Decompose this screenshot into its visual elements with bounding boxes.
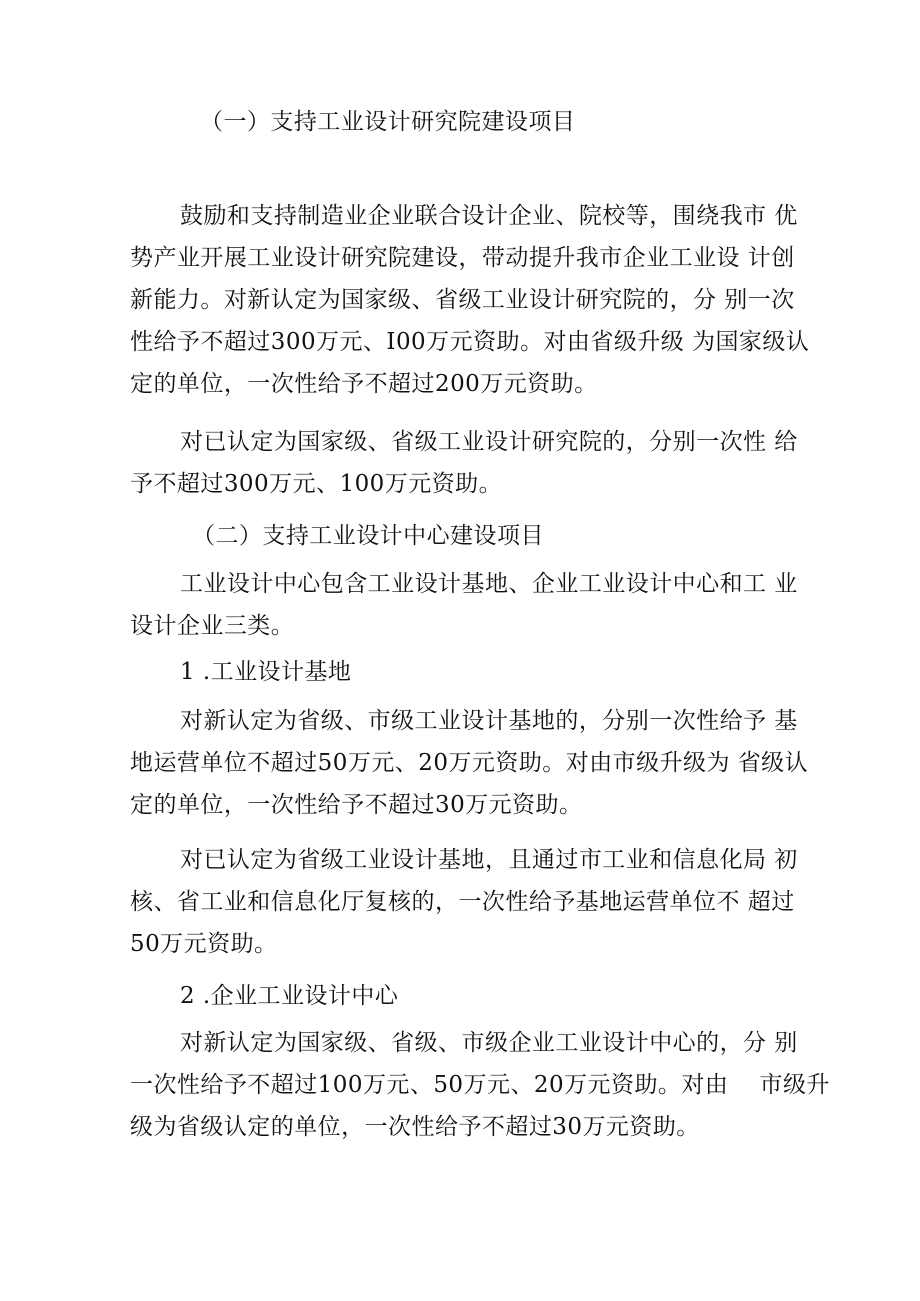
paragraph-3-line-1: 工业设计中心包含工业设计基地、企业工业设计中心和工 业 [180,571,798,597]
paragraph-1-line-2: 势产业开展工业设计研究院建设，带动提升我市企业工业设 计创 [130,245,795,271]
paragraph-3-line-2: 设计企业三类。 [130,613,295,639]
subsection-heading-2: 2 .企业工业设计中心 [180,983,399,1009]
paragraph-4-line-2: 地运营单位不超过50万元、20万元资助。对由市级升级为 省级认 [130,750,809,776]
section-heading-1: （一）支持工业设计研究院建设项目 [200,109,576,135]
paragraph-2-line-2: 予不超过300万元、100万元资助。 [130,471,503,497]
paragraph-2-line-1: 对已认定为国家级、省级工业设计研究院的，分别一次性 给 [180,429,798,455]
paragraph-1-line-1: 鼓励和支持制造业企业联合设计企业、院校等，围绕我市 优 [180,203,798,229]
paragraph-1-line-3: 新能力。对新认定为国家级、省级工业设计研究院的，分 别一次 [130,287,795,313]
paragraph-6-line-2: 一次性给予不超过100万元、50万元、20万元资助。对由 市级升 [130,1072,830,1098]
paragraph-1-line-4: 性给予不超过300万元、I00万元资助。对由省级升级 为国家级认 [130,329,810,355]
paragraph-4-line-3: 定的单位，一次性给予不超过30万元资助。 [130,792,583,818]
section-heading-2: （二）支持工业设计中心建设项目 [192,523,544,549]
paragraph-5-line-3: 50万元资助。 [130,931,278,957]
paragraph-4-line-1: 对新认定为省级、市级工业设计基地的，分别一次性给予 基 [180,708,798,734]
paragraph-5-line-2: 核、省工业和信息化厅复核的，一次性给予基地运营单位不 超过 [130,889,795,915]
paragraph-5-line-1: 对已认定为省级工业设计基地，且通过市工业和信息化局 初 [180,847,798,873]
paragraph-1-line-5: 定的单位，一次性给予不超过200万元资助。 [130,371,598,397]
paragraph-6-line-1: 对新认定为国家级、省级、市级企业工业设计中心的，分 别 [180,1030,798,1056]
paragraph-6-line-3: 级为省级认定的单位，一次性给予不超过30万元资助。 [130,1114,700,1140]
subsection-heading-1: 1 .工业设计基地 [180,659,352,685]
